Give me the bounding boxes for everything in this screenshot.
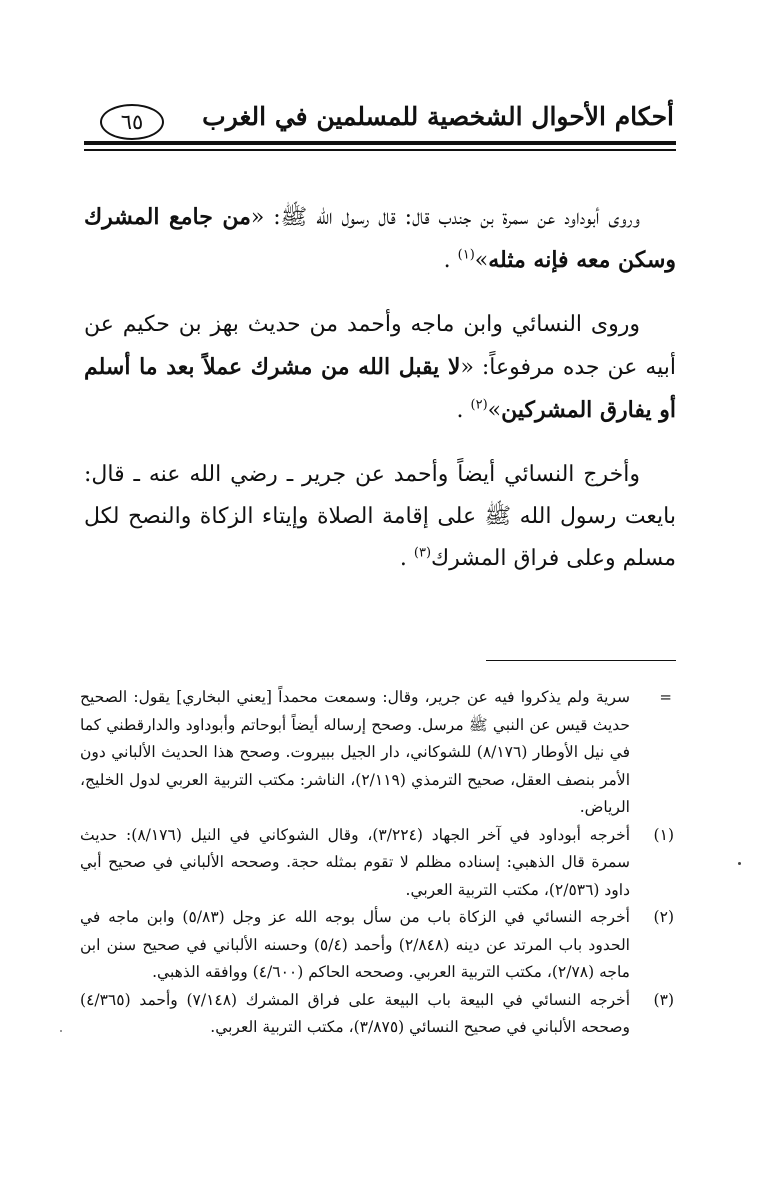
paragraph-3 (84, 454, 676, 580)
quote-close-2: » (487, 398, 502, 423)
paragraph-2-end: . (456, 398, 471, 423)
footnote-continuation-text: سرية ولم يذكروا فيه عن جرير، وقال: وسمعت محمداً [يعني البخاري] يقول: الصحيح حديث قيس عن النبي ﷺ مرسل. وصحح إرساله أيضاً أبوحاتم وأبوداود والدارقطني كما في نيل الأوطار (٨/١٧٦) للشوكاني، دار الجيل ببيروت. وصحح هذا الحديث الألباني دون الأمر بنصف العقل، صحيح الترمذي (٢/١١٩)، الناشر: مكتب التربية العربي لدول الخليج، الرياض. (80, 688, 630, 816)
footnote-separator (486, 660, 676, 661)
paragraph-2-intro: وروى النسائي وابن ماجه وأحمد من حديث بهز بن حكيم عن أبيه عن جده مرفوعاً: « (84, 312, 676, 380)
footnote-text-2: أخرجه النسائي في الزكاة باب من سأل بوجه الله عز وجل (٥/٨٣) وابن ماجه في الحدود باب المرتد عن دينه (٢/٨٤٨) وأحمد (٥/٤) وحسنه الألباني في صحيح سنن ابن ماجه (٢/٧٨)، مكتب التربية العربي. وصححه الحاكم (٤/٦٠٠) ووافقه الذهبي. (80, 908, 630, 981)
main-text (84, 196, 676, 602)
quote-close-1: » (474, 248, 489, 273)
footnote-text-1: أخرجه أبوداود في آخر الجهاد (٣/٢٢٤)، وقال الشوكاني في النيل (٨/١٧٦): حديث سمرة قال الذهبي: إسناده مظلم لا تقوم بمثله حجة. وصححه الألباني في صحيح أبي داود (٢/٥٣٦)، مكتب التربية العربي. (80, 825, 631, 899)
paragraph-3-end: . (399, 546, 414, 571)
footnote-number-1: (١) (653, 825, 674, 844)
scan-speck (60, 1030, 62, 1032)
footnote-1 (80, 822, 674, 905)
footnote-number-2: (٢) (653, 908, 674, 926)
footnote-2 (80, 904, 674, 987)
paragraph-2 (84, 304, 676, 432)
footnote-ref-1[interactable]: (١) (457, 247, 475, 263)
paragraph-1-intro: وروى أبوداود عن سمرة بن جندب قال: قال رسول الله ﷺ: « (250, 205, 640, 230)
footnote-text-3: أخرجه النسائي في البيعة باب البيعة على فراق المشرك (٧/١٤٨) وأحمد (٤/٣٦٥) وصححه الألباني في صحيح النسائي (٣/٨٧٥)، مكتب التربية العربي. (80, 990, 631, 1036)
paragraph-3-text: وأخرج النسائي أيضاً وأحمد عن جرير ـ رضي الله عنه ـ قال: بايعت رسول الله ﷺ على إقامة الصلاة وإيتاء الزكاة والنصح لكل مسلم وعلى فراق المشرك (84, 462, 676, 571)
footnote-ref-2[interactable]: (٢) (470, 397, 488, 413)
footnote-3 (80, 987, 674, 1042)
header-rule-thin (84, 149, 676, 151)
footnote-continuation (80, 684, 674, 822)
header-rule-thick (84, 141, 676, 145)
paragraph-1 (84, 196, 676, 282)
running-header-title: أحكام الأحوال الشخصية للمسلمين في الغرب (202, 102, 674, 131)
paragraph-1-end: . (443, 248, 458, 273)
page-number: ٦٥ (100, 104, 164, 140)
scan-speck (738, 862, 741, 865)
footnote-number-3: (٣) (653, 990, 674, 1009)
hadith-quote-2: لا يقبل الله من مشرك عملاً بعد ما أسلم أو يفارق المشركين (84, 354, 676, 423)
continuation-mark: = (659, 688, 672, 706)
footnote-ref-3[interactable]: (٣) (413, 545, 432, 561)
hadith-quote-1: من جامع المشرك وسكن معه فإنه مثله (84, 204, 676, 273)
footnotes (80, 684, 674, 1042)
